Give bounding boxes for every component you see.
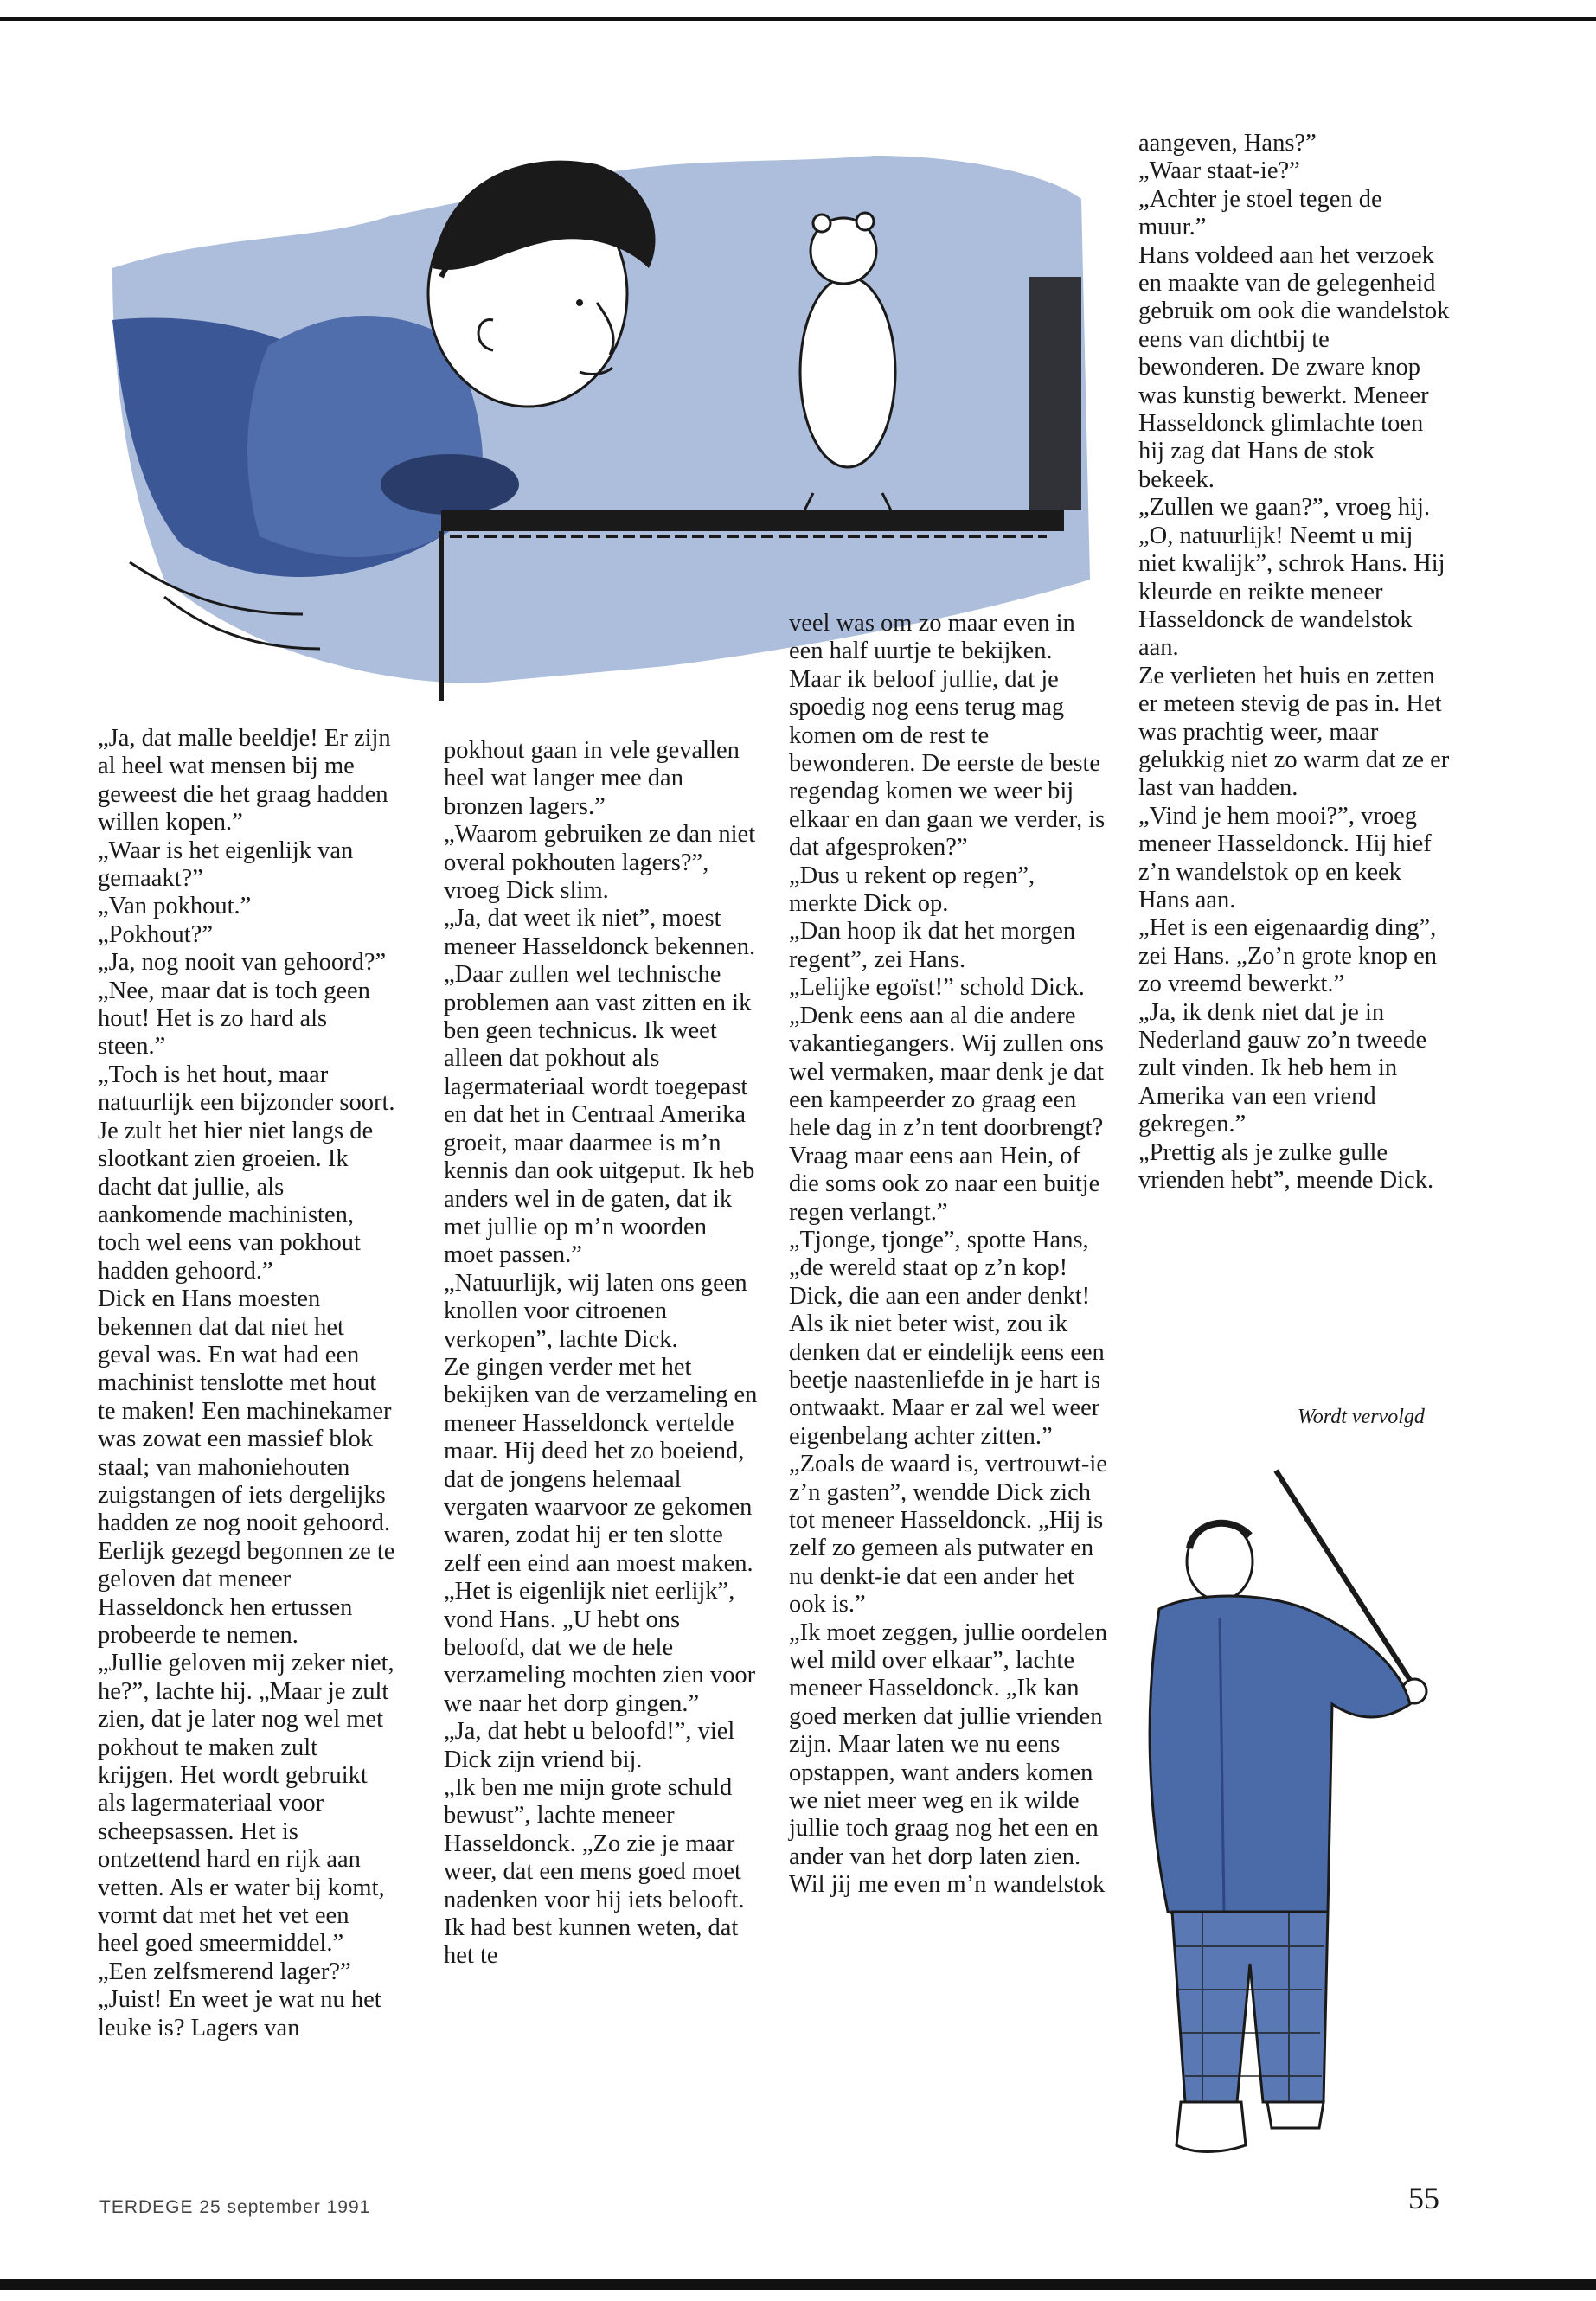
paragraph: „Het is eigenlijk niet eerlijk”, vond Hans. „U hebt ons beloofd, dat we de hele verzameling mochten zien voor we naar het dorp gingen.” bbox=[444, 1578, 756, 1717]
paragraph: Ze verlieten het huis en zetten er meteen stevig de pas in. Het was prachtig weer, maar gelukkig niet zo warm dat ze er last van hadden. bbox=[1138, 662, 1450, 802]
bottom-rule bbox=[0, 2279, 1596, 2290]
paragraph: „Waarom gebruiken ze dan niet overal pokhouten lagers?”, vroeg Dick slim. bbox=[444, 821, 756, 905]
illustration-man-with-walking-stick bbox=[1116, 1462, 1462, 2171]
paragraph: „Waar staat-ie?” bbox=[1138, 157, 1300, 185]
paragraph: „Lelijke egoïst!” schold Dick. „Denk eens aan al die andere vakantiegangers. Wij zullen ons wel vermaken, maar denk je dat een kampeerder zo graag een hele dag in z’n tent doorbrengt? Vraag maar eens aan Hein, of die soms ook zo naar een buitje regen verlangt.” bbox=[789, 974, 1105, 1226]
paragraph: „Zullen we gaan?”, vroeg hij. bbox=[1138, 494, 1431, 522]
paragraph: „O, natuurlijk! Neemt u mij niet kwalijk”, schrok Hans. Hij kleurde en reikte meneer Hasseldonck de wandelstok aan. bbox=[1138, 522, 1445, 662]
paragraph: „Ik ben me mijn grote schuld bewust”, lachte meneer Hasseldonck. „Zo zie je maar weer, dat een mens goed moet nadenken voor hij iets belooft. Ik had best kunnen weten, dat het te bbox=[444, 1774, 745, 1970]
top-rule bbox=[0, 17, 1596, 21]
paragraph: Dick en Hans moesten bekennen dat dat niet het geval was. En wat had een machinist tenslotte met hout te maken! Een machinekamer was zowat een massief blok staal; van mahoniehouten zuigstangen of iets dergelijks hadden ze nog nooit gehoord. Eerlijk gezegd begonnen ze te geloven dat meneer Hasseldonck hen ertussen probeerde te nemen. bbox=[98, 1285, 395, 1649]
paragraph: pokhout gaan in vele gevallen heel wat langer mee dan bronzen lagers.” bbox=[444, 737, 740, 820]
article-column-2 bbox=[444, 737, 760, 1971]
paragraph: Hans voldeed aan het verzoek en maakte van de gelegenheid gebruik om ook die wandelstok eens van dichtbij te bewonderen. De zware knop was kunstig bewerkt. Meneer Hasseldonck glimlachte toen hij zag dat Hans de stok bekeek. bbox=[1138, 241, 1450, 493]
paragraph: „Tjonge, tjonge”, spotte Hans, „de wereld staat op z’n kop! Dick, die aan een ander denkt! Als ik niet beter wist, zou ik denken dat er eindelijk eens een beetje naastenliefde in je hart is ontwaakt. Maar er zal wel weer eigenbelang achter zitten.” bbox=[789, 1226, 1105, 1450]
paragraph: „Ja, ik denk niet dat je in Nederland gauw zo’n tweede zult vinden. Ik heb hem in Amerika van een vriend gekregen.” bbox=[1138, 998, 1427, 1138]
article-column-1 bbox=[98, 725, 396, 2042]
publication-footer: TERDEGE 25 september 1991 bbox=[99, 2197, 371, 2217]
paragraph: „Een zelfsmerend lager?” bbox=[98, 1958, 351, 1985]
paragraph: „Van pokhout.” bbox=[98, 893, 252, 920]
paragraph: „Juist! En weet je wat nu het leuke is? Lagers van bbox=[98, 1986, 381, 2041]
paragraph: „Ja, dat weet ik niet”, moest meneer Hasseldonck bekennen. „Daar zullen wel technische problemen aan vast zitten en ik ben geen technicus. Ik weet alleen dat pokhout als lagermateriaal wordt toegepast en dat het in Centraal Amerika groeit, maar daarmee is m’n kennis dan ook uitgeput. Ik heb anders wel in de gaten, dat ik met jullie op m’n woorden moet passen.” bbox=[444, 905, 756, 1269]
continued-note: Wordt vervolgd bbox=[1298, 1406, 1425, 1428]
paragraph: „Achter je stoel tegen de muur.” bbox=[1138, 185, 1382, 241]
page-number: 55 bbox=[1408, 2181, 1439, 2215]
paragraph: aangeven, Hans?” bbox=[1138, 130, 1317, 157]
paragraph: „Pokhout?” bbox=[98, 920, 213, 948]
paragraph: „Prettig als je zulke gulle vrienden hebt”, meende Dick. bbox=[1138, 1138, 1434, 1195]
paragraph: „Ja, dat malle beeldje! Er zijn al heel wat mensen bij me geweest die het graag hadden willen kopen.” bbox=[98, 725, 391, 836]
paragraph: „Toch is het hout, maar natuurlijk een bijzonder soort. Je zult het hier niet langs de slootkant zien groeien. Ik dacht dat jullie, als aankomende machinisten, toch wel eens van pokhout hadden gehoord.” bbox=[98, 1061, 395, 1285]
paragraph: „Natuurlijk, wij laten ons geen knollen voor citroenen verkopen”, lachte Dick. bbox=[444, 1269, 747, 1353]
paragraph: „Ik moet zeggen, jullie oordelen wel mild over elkaar”, lachte meneer Hasseldonck. „Ik kan goed merken dat jullie vrienden zijn. Maar laten we nu eens opstappen, want anders komen we niet meer weg en ik wilde jullie toch graag nog het een en ander van het dorp laten zien. Wil jij me even m’n wandelstok bbox=[789, 1618, 1107, 1899]
paragraph: „Dus u rekent op regen”, merkte Dick op. bbox=[789, 862, 1035, 918]
paragraph: „Zoals de waard is, vertrouwt-ie z’n gasten”, wendde Dick zich tot meneer Hasseldonck. „Hij is zelf zo gemeen als putwater en nu denkt-ie dat een ander het ook is.” bbox=[789, 1451, 1107, 1618]
paragraph: „Nee, maar dat is toch geen hout! Het is zo hard als steen.” bbox=[98, 977, 370, 1061]
paragraph: „Ja, nog nooit van gehoord?” bbox=[98, 949, 387, 977]
paragraph: Ze gingen verder met het bekijken van de verzameling en meneer Hasseldonck vertelde maar. Hij deed het zo boeiend, dat de jongens helemaal vergaten waarvoor ze gekomen waren, zodat hij er ten slotte zelf een eind aan moest maken. bbox=[444, 1353, 758, 1577]
paragraph: „Jullie geloven mij zeker niet, he?”, lachte hij. „Maar je zult zien, dat je later nog wel met pokhout te maken zult krijgen. Het wordt gebruikt als lagermateriaal voor scheepsassen. Het is ontzettend hard en rijk aan vetten. Als er water bij komt, vormt dat met het vet een heel goed smeermiddel.” bbox=[98, 1650, 394, 1958]
paragraph: „Waar is het eigenlijk van gemaakt?” bbox=[98, 836, 354, 893]
paragraph: „Dan hoop ik dat het morgen regent”, zei Hans. bbox=[789, 918, 1076, 973]
paragraph: „Het is een eigenaardig ding”, zei Hans. „Zo’n grote knop en zo vreemd bewerkt.” bbox=[1138, 914, 1438, 998]
article-column-3 bbox=[789, 610, 1109, 1900]
paragraph: „Vind je hem mooi?”, vroeg meneer Hasseldonck. Hij hief z’n wandelstok op en keek Hans aan. bbox=[1138, 802, 1432, 913]
paragraph: „Ja, dat hebt u beloofd!”, viel Dick zijn vriend bij. bbox=[444, 1718, 735, 1773]
article-column-4 bbox=[1138, 130, 1450, 1195]
paragraph: veel was om zo maar even in een half uurtje te bekijken. Maar ik beloof jullie, dat je spoedig nog eens terug mag komen om de rest te bewonderen. De eerste de beste regendag komen we weer bij elkaar en dan gaan we verder, is dat afgesproken?” bbox=[789, 610, 1106, 862]
